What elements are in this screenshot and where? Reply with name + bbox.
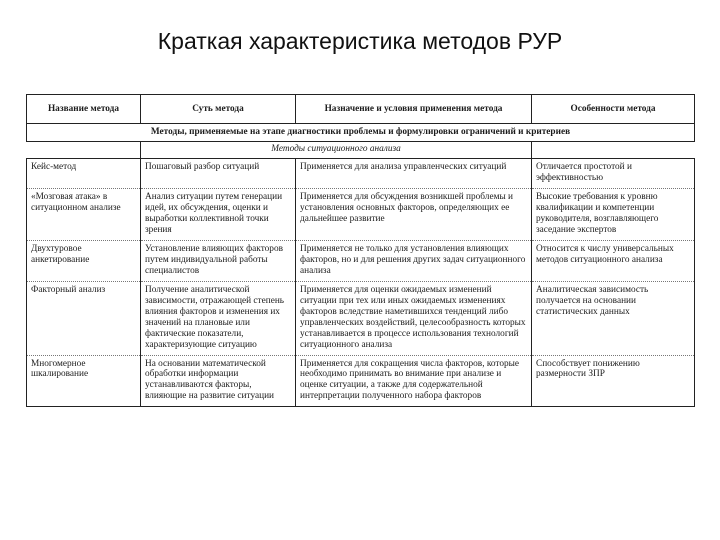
purpose-cell: Применяется для оценки ожидаемых изменений ситуации при тех или иных ожидаемых изменениях факторов вследствие наметившихся тенденций либо управленческих воздействий, целесообразность которых устанавливается в процессе использования технологий ситуационного анализа (296, 281, 532, 355)
purpose-cell: Применяется не только для установления влияющих факторов, но и для решения других задач ситуационного анализа (296, 240, 532, 281)
table-row (27, 240, 695, 281)
purpose-cell: Применяется для сокращения числа факторов, которые необходимо принимать во внимание при анализе и оценке ситуации, а также для содержательной интерпретации полученного набора факторов (296, 355, 532, 407)
method-name-cell: Кейс-метод (27, 158, 141, 188)
features-cell: Способствует понижению размерности ЗПР (532, 355, 695, 407)
header-essence: Суть метода (141, 95, 296, 124)
essence-cell: Пошаговый разбор ситуаций (141, 158, 296, 188)
slide-title: Краткая характеристика методов РУР (157, 28, 563, 54)
purpose-cell: Применяется для анализа управленческих ситуаций (296, 158, 532, 188)
methods-table-container (26, 94, 694, 407)
header-method-name: Название метода (27, 95, 141, 124)
table-row (27, 281, 695, 355)
features-cell: Высокие требования к уровню квалификации и компетенции руководителя, возглавляющего заседание экспертов (532, 188, 695, 240)
purpose-cell: Применяется для обсуждения возникшей проблемы и установления основных факторов, определяющих ее дальнейшее развитие (296, 188, 532, 240)
method-name-cell: Факторный анализ (27, 281, 141, 355)
subsection-title: Методы ситуационного анализа (141, 141, 532, 158)
essence-cell: Установление влияющих факторов путем индивидуальной работы специалистов (141, 240, 296, 281)
method-name-cell: «Мозговая атака» в ситуационном анализе (27, 188, 141, 240)
table-row (27, 355, 695, 407)
table-row (27, 158, 695, 188)
section-title: Методы, применяемые на этапе диагностики проблемы и формулировки ограничений и критериев (27, 124, 695, 142)
essence-cell: Получение аналитической зависимости, отражающей степень влияния факторов и изменения их значений на плановые или фактические показатели, характеризующие ситуацию (141, 281, 296, 355)
methods-table (26, 94, 695, 407)
header-features: Особенности метода (532, 95, 695, 124)
header-purpose: Назначение и условия применения метода (296, 95, 532, 124)
features-cell: Аналитическая зависимость получается на основании статистических данных (532, 281, 695, 355)
features-cell: Отличается простотой и эффективностью (532, 158, 695, 188)
subsection-row (27, 141, 695, 158)
table-row (27, 188, 695, 240)
section-row (27, 124, 695, 142)
features-cell: Относится к числу универсальных методов ситуационного анализа (532, 240, 695, 281)
header-row (27, 95, 695, 124)
method-name-cell: Многомерное шкалирование (27, 355, 141, 407)
essence-cell: Анализ ситуации путем генерации идей, их обсуждения, оценки и выработки коллективной точки зрения (141, 188, 296, 240)
method-name-cell: Двухтуровое анкетирование (27, 240, 141, 281)
essence-cell: На основании математической обработки информации устанавливаются факторы, влияющие на развитие ситуации (141, 355, 296, 407)
